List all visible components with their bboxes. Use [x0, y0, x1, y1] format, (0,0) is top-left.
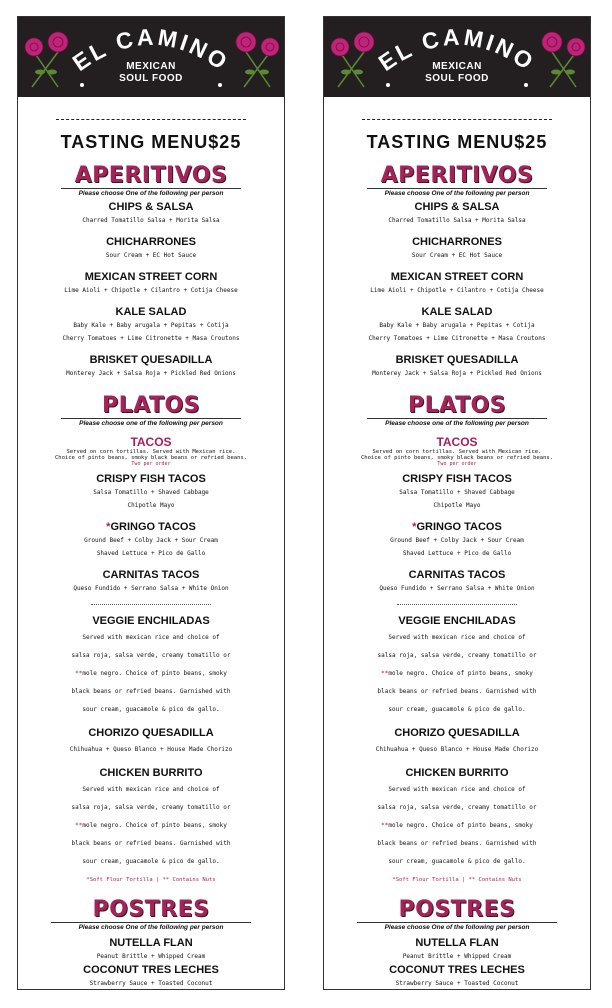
menu-item-name: CHIPS & SALSA	[414, 201, 500, 213]
menu-item-description-text: mole negro. Choice of pinto beans, smoky	[82, 822, 227, 829]
tacos-order-note: Two per order	[131, 461, 171, 467]
section-rule	[51, 922, 251, 923]
tacos-heading: TACOS	[130, 435, 172, 449]
menu-item-name: CHICHARRONES	[412, 236, 502, 248]
menu-item-description: Sour Cream + EC Hot Sauce	[105, 252, 197, 259]
menu-item-description	[324, 819, 590, 833]
menu-item-name: CHORIZO QUESADILLA	[394, 727, 520, 739]
section-title-platos: PLATOS	[407, 393, 506, 418]
menu-item-description	[324, 743, 590, 757]
brand-tagline-soul-food: SOUL FOOD	[119, 73, 183, 84]
menu-item-description	[18, 667, 284, 681]
tacos-heading: TACOS	[436, 435, 478, 449]
menu-item-description: Strawberry Sauce + Toasted Coconut	[395, 980, 519, 987]
menu-item-description: Lime Aioli + Chipotle + Cilantro + Cotija Cheese	[370, 287, 544, 294]
brand-banner	[324, 17, 590, 97]
section-title-postres: POSTRES	[398, 897, 516, 922]
mains-list	[324, 615, 590, 869]
menu-item-name: CHORIZO QUESADILLA	[88, 727, 214, 739]
menu-item-description: Shaved Lettuce + Pico de Gallo	[402, 550, 512, 557]
menu-item-name	[324, 473, 590, 485]
section-note: Please choose One of the following per person	[384, 924, 530, 931]
menu-item-description	[18, 743, 284, 757]
flour-tortilla-mark: *	[412, 521, 417, 533]
tacos-description: Choice of pinto beans, smoky black beans or refried beans.	[54, 455, 248, 461]
menu-item-description: Chipotle Mayo	[433, 502, 481, 509]
menu-item-description-text: mole negro. Choice of pinto beans, smoky	[388, 822, 533, 829]
tacos-description: Served on corn tortillas. Served with Mexican rice.	[372, 449, 542, 455]
menu-item-name: CHICHARRONES	[106, 236, 196, 248]
menu-item-description: Baby Kale + Baby arugala + Pepitas + Cotija	[379, 322, 535, 329]
aperitivos-list	[324, 201, 590, 379]
menu-item-description	[324, 631, 590, 645]
section-title-aperitivos: APERITIVOS	[74, 163, 228, 188]
menu-item-name	[324, 521, 590, 533]
menu-item-description	[18, 685, 284, 699]
menu-footnote: *Soft Flour Tortilla | ** Contains Nuts	[86, 877, 216, 883]
menu-item-name: MEXICAN STREET CORN	[84, 271, 218, 283]
menu-item-description-text: black beans or refried beans. Garnished with	[377, 688, 537, 695]
section-title-aperitivos: APERITIVOS	[380, 163, 534, 188]
menu-item-description-text: Chihuahua + Queso Blanco + House Made Chorizo	[69, 746, 233, 753]
dashed-divider	[56, 119, 246, 120]
tacos-list	[18, 473, 284, 594]
menu-item-description: Charred Tomatillo Salsa + Morita Salsa	[82, 217, 220, 224]
menu-item-description	[324, 837, 590, 851]
menu-item-description	[18, 649, 284, 663]
section-title-platos: PLATOS	[101, 393, 200, 418]
menu-item-label: CRISPY FISH TACOS	[96, 473, 206, 485]
menu-item-description	[18, 703, 284, 717]
brand-banner	[18, 17, 284, 97]
tacos-order-note: Two per order	[437, 461, 477, 467]
section-rule	[367, 418, 547, 419]
menu-item-description-text: sour cream, guacamole & pico de gallo.	[388, 706, 526, 713]
menu-item-description	[324, 649, 590, 663]
flour-tortilla-mark: *	[106, 521, 111, 533]
menu-item-description-text: salsa roja, salsa verde, creamy tomatillo or	[377, 804, 537, 811]
menu-item-description: Charred Tomatillo Salsa + Morita Salsa	[388, 217, 526, 224]
section-title-postres: POSTRES	[92, 897, 210, 922]
rose-logo-art	[324, 17, 590, 97]
menu-item-description	[18, 801, 284, 815]
menu-item-description	[18, 837, 284, 851]
menu-card-left	[17, 16, 285, 990]
brand-tagline-mexican: MEXICAN	[126, 61, 176, 72]
menu-item-description	[324, 801, 590, 815]
menu-item-description: Ground Beef + Colby Jack + Sour Cream	[84, 537, 218, 544]
menu-item-description-text: Served with mexican rice and choice of	[388, 786, 526, 793]
menu-item-description: Sour Cream + EC Hot Sauce	[411, 252, 503, 259]
menu-item-description: Baby Kale + Baby arugala + Pepitas + Cotija	[73, 322, 229, 329]
menu-item-description-text: salsa roja, salsa verde, creamy tomatillo or	[71, 804, 231, 811]
dotted-divider	[91, 604, 211, 605]
menu-item-name	[324, 569, 590, 581]
tacos-description: Choice of pinto beans, smoky black beans or refried beans.	[360, 455, 554, 461]
menu-item-description: Lime Aioli + Chipotle + Cilantro + Cotija Cheese	[64, 287, 238, 294]
menu-item-description-text: black beans or refried beans. Garnished with	[71, 688, 231, 695]
menu-item-description	[324, 855, 590, 869]
menu-item-name: KALE SALAD	[421, 306, 493, 318]
menu-item-name	[18, 521, 284, 533]
menu-item-description: Peanut Brittle + Whipped Cream	[96, 953, 206, 960]
menu-item-name	[18, 569, 284, 581]
menu-item-description-text: sour cream, guacamole & pico de gallo.	[82, 706, 220, 713]
menu-item-description-text: Served with mexican rice and choice of	[82, 786, 220, 793]
menu-item-description: Peanut Brittle + Whipped Cream	[402, 953, 512, 960]
menu-item-description: Ground Beef + Colby Jack + Sour Cream	[390, 537, 524, 544]
menu-item-label: GRINGO TACOS	[110, 521, 196, 533]
contains-nuts-mark: **	[381, 670, 389, 677]
menu-item-description-text: Chihuahua + Queso Blanco + House Made Chorizo	[375, 746, 539, 753]
dashed-divider	[362, 119, 552, 120]
menu-item-description-text: mole negro. Choice of pinto beans, smoky	[82, 670, 227, 677]
tacos-list	[324, 473, 590, 594]
menu-item-description: Monterey Jack + Salsa Roja + Pickled Red Onions	[66, 370, 236, 377]
brand-tagline-mexican: MEXICAN	[432, 61, 482, 72]
menu-item-name: BRISKET QUESADILLA	[395, 354, 519, 366]
menu-item-description	[324, 703, 590, 717]
menu-item-description-text: mole negro. Choice of pinto beans, smoky	[388, 670, 533, 677]
menu-item-name: COCONUT TRES LECHES	[83, 964, 219, 976]
menu-card-right	[323, 16, 591, 990]
menu-item-description-text: sour cream, guacamole & pico de gallo.	[82, 858, 220, 865]
menu-item-description-text: Served with mexican rice and choice of	[388, 634, 526, 641]
menu-item-description	[324, 667, 590, 681]
menu-item-description	[18, 631, 284, 645]
brand-name: EL CAMINO	[373, 23, 541, 77]
section-note: Please choose One of the following per person	[78, 924, 224, 931]
menu-item-name: NUTELLA FLAN	[415, 937, 499, 949]
contains-nuts-mark: **	[75, 822, 83, 829]
menu-item-description: Shaved Lettuce + Pico de Gallo	[96, 550, 206, 557]
section-rule	[367, 188, 547, 189]
menu-item-name: VEGGIE ENCHILADAS	[92, 615, 210, 627]
menu-item-description: Queso Fundido + Serrano Salsa + White Onion	[379, 585, 535, 592]
dotted-divider	[397, 604, 517, 605]
menu-item-name	[18, 473, 284, 485]
section-rule	[357, 922, 557, 923]
menu-item-name: VEGGIE ENCHILADAS	[398, 615, 516, 627]
menu-item-name: CHICKEN BURRITO	[99, 767, 203, 779]
postres-list	[324, 937, 590, 989]
menu-item-description: Cherry Tomatoes + Lime Citronette + Masa Croutons	[368, 335, 546, 342]
brand-name: EL CAMINO	[67, 23, 235, 77]
menu-item-description	[18, 855, 284, 869]
menu-item-description-text: sour cream, guacamole & pico de gallo.	[388, 858, 526, 865]
menu-item-description: Chipotle Mayo	[127, 502, 175, 509]
menu-item-description-text: black beans or refried beans. Garnished with	[71, 840, 231, 847]
menu-item-label: CARNITAS TACOS	[408, 569, 506, 581]
menu-item-description: Monterey Jack + Salsa Roja + Pickled Red Onions	[372, 370, 542, 377]
menu-item-description: Salsa Tomatillo + Shaved Cabbage	[93, 489, 209, 496]
section-note: Please choose one of the following per person	[385, 420, 529, 427]
menu-item-name: BRISKET QUESADILLA	[89, 354, 213, 366]
menu-item-description	[18, 819, 284, 833]
menu-item-description: Strawberry Sauce + Toasted Coconut	[89, 980, 213, 987]
brand-tagline-soul-food: SOUL FOOD	[425, 73, 489, 84]
menu-item-name: CHICKEN BURRITO	[405, 767, 509, 779]
aperitivos-list	[18, 201, 284, 379]
tasting-menu-title: TASTING MENU$25	[366, 132, 548, 152]
tacos-description: Served on corn tortillas. Served with Mexican rice.	[66, 449, 236, 455]
rose-logo-art	[18, 17, 284, 97]
menu-item-description-text: Served with mexican rice and choice of	[82, 634, 220, 641]
menu-item-description: Salsa Tomatillo + Shaved Cabbage	[399, 489, 515, 496]
postres-list	[18, 937, 284, 989]
section-rule	[61, 188, 241, 189]
menu-item-description	[18, 783, 284, 797]
tasting-menu-title: TASTING MENU$25	[60, 132, 242, 152]
contains-nuts-mark: **	[381, 822, 389, 829]
menu-item-description-text: salsa roja, salsa verde, creamy tomatillo or	[377, 652, 537, 659]
section-note: Please choose one of the following per person	[79, 420, 223, 427]
menu-item-name: COCONUT TRES LECHES	[389, 964, 525, 976]
menu-item-description: Cherry Tomatoes + Lime Citronette + Masa Croutons	[62, 335, 240, 342]
section-note: Please choose One of the following per person	[384, 190, 530, 197]
menu-item-name: KALE SALAD	[115, 306, 187, 318]
contains-nuts-mark: **	[75, 670, 83, 677]
menu-item-label: CARNITAS TACOS	[102, 569, 200, 581]
menu-item-name: NUTELLA FLAN	[109, 937, 193, 949]
menu-item-name: CHIPS & SALSA	[108, 201, 194, 213]
menu-footnote: *Soft Flour Tortilla | ** Contains Nuts	[392, 877, 522, 883]
menu-item-name: MEXICAN STREET CORN	[390, 271, 524, 283]
mains-list	[18, 615, 284, 869]
menu-item-label: GRINGO TACOS	[416, 521, 502, 533]
menu-item-label: CRISPY FISH TACOS	[402, 473, 512, 485]
menu-item-description-text: salsa roja, salsa verde, creamy tomatillo or	[71, 652, 231, 659]
menu-item-description	[324, 783, 590, 797]
menu-item-description: Queso Fundido + Serrano Salsa + White Onion	[73, 585, 229, 592]
section-note: Please choose One of the following per person	[78, 190, 224, 197]
menu-item-description	[324, 685, 590, 699]
menu-item-description-text: black beans or refried beans. Garnished with	[377, 840, 537, 847]
section-rule	[61, 418, 241, 419]
